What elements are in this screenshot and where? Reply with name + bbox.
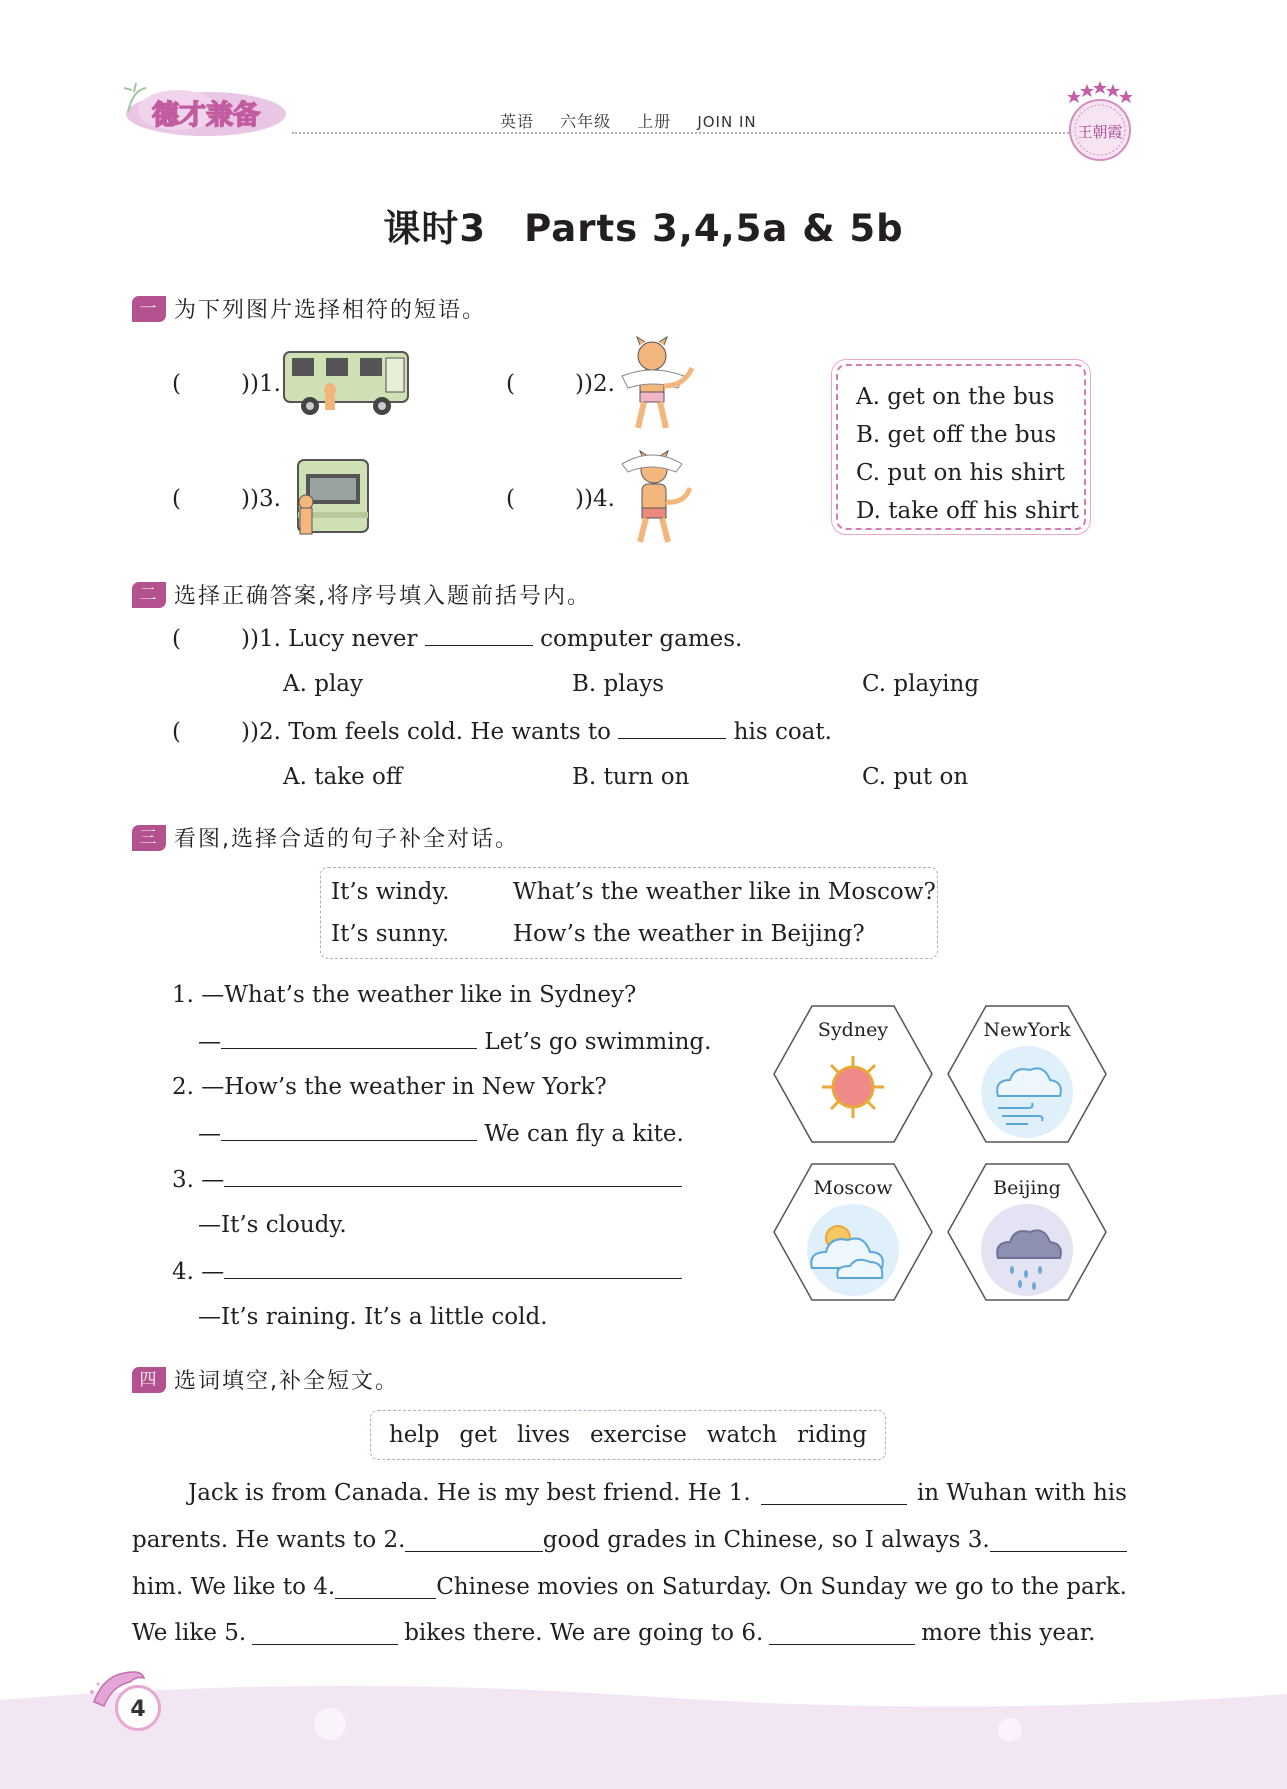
word-get: get [459, 1422, 497, 1448]
rain-icon [981, 1204, 1073, 1296]
cat-putting-on-shirt-picture [614, 336, 699, 432]
fill-blank[interactable] [224, 1166, 682, 1187]
s3-dialog-2-question: 2. —How’s the weather in New York? [172, 1074, 607, 1100]
city-beijing: Beijing [993, 1177, 1061, 1199]
word-help: help [388, 1422, 440, 1448]
s3-dialog-1-question: 1. —What’s the weather like in Sydney? [172, 982, 637, 1008]
s2-q1-option-a: A. play [283, 671, 364, 697]
choice-sunny: It’s sunny. [331, 921, 450, 947]
fill-blank-1[interactable] [761, 1480, 907, 1505]
section-1-options-box [836, 364, 1086, 530]
passage-line-3: him. We like to 4. Chinese movies on Saturday. On Sunday we go to the park. [132, 1574, 1127, 1600]
passage-line-1: Jack is from Canada. He is my best friend. He 1. in Wuhan with his [188, 1480, 1127, 1506]
passage-line-4: We like 5. bikes there. We are going to 6. more this year. [132, 1620, 1096, 1646]
bus-get-off-picture [282, 346, 412, 418]
newyork-hexagon [946, 1004, 1108, 1144]
answer-blank[interactable] [506, 486, 584, 512]
answer-blank[interactable] [172, 371, 250, 397]
answer-blank[interactable] [172, 486, 250, 512]
section-4-heading [132, 1364, 399, 1395]
fill-blank-2[interactable] [405, 1527, 542, 1552]
option-b: B. get off the bus [856, 422, 1057, 448]
s2-question-1: ( ))1. Lucy never computer games. [172, 625, 742, 652]
city-moscow: Moscow [813, 1177, 893, 1199]
word-exercise: exercise [590, 1422, 687, 1448]
s2-question-2: ( ))2. Tom feels cold. He wants to his coat. [172, 718, 832, 745]
fill-blank-6[interactable] [769, 1620, 915, 1645]
s2-q1-option-b: B. plays [572, 671, 665, 697]
cat-taking-off-shirt-picture [612, 446, 697, 546]
sun-icon [822, 1056, 884, 1118]
footer-wave [0, 1680, 1287, 1789]
answer-blank[interactable] [172, 626, 250, 652]
beijing-hexagon [946, 1162, 1108, 1302]
option-c: C. put on his shirt [856, 460, 1065, 486]
fill-blank-5[interactable] [252, 1620, 398, 1645]
bus-get-on-picture [284, 456, 374, 540]
fill-blank[interactable] [224, 1258, 682, 1279]
choice-moscow: What’s the weather like in Moscow? [513, 879, 936, 905]
header-text [500, 109, 777, 132]
header-grade: 六年级 [560, 112, 612, 131]
city-newyork: NewYork [983, 1019, 1071, 1041]
answer-blank[interactable] [506, 371, 584, 397]
fill-blank[interactable] [221, 1120, 477, 1141]
section-4-number: 四 [132, 1367, 166, 1393]
header-divider [292, 132, 1072, 134]
logo-text: 德才兼备 [152, 100, 260, 131]
s2-q2-option-a: A. take off [283, 764, 403, 790]
sydney-hexagon [772, 1004, 934, 1144]
s3-dialog-3-question: 3. — [172, 1166, 682, 1193]
option-a: A. get on the bus [856, 384, 1055, 410]
wind-icon [981, 1046, 1073, 1138]
s1-item-3: ( ))3. [172, 486, 281, 512]
section-4-instruction: 选词填空,补全短文。 [174, 1369, 399, 1394]
option-d: D. take off his shirt [856, 498, 1080, 524]
word-lives: lives [516, 1422, 571, 1448]
section-2-instruction: 选择正确答案,将序号填入题前括号内。 [174, 584, 591, 609]
cloudy-icon [807, 1204, 899, 1296]
word-watch: watch [706, 1422, 778, 1448]
s1-item-4: ( ) )4. [506, 486, 615, 512]
header-volume: 上册 [637, 112, 672, 131]
section-1-instruction: 为下列图片选择相符的短语。 [174, 298, 487, 323]
section-1-heading [132, 293, 486, 324]
section-1-number: 一 [132, 296, 166, 322]
s3-dialog-2-answer: — We can fly a kite. [198, 1121, 684, 1147]
page-title: 课时3 Parts 3,4,5a & 5b [383, 207, 904, 250]
header-subject: 英语 [500, 112, 535, 131]
s2-q1-option-c: C. playing [862, 671, 980, 697]
s2-q2-option-b: B. turn on [572, 764, 690, 790]
fill-blank[interactable] [221, 1028, 477, 1049]
fill-blank[interactable] [425, 625, 533, 646]
choice-beijing: How’s the weather in Beijing? [513, 921, 865, 947]
s3-dialog-4-question: 4. — [172, 1258, 682, 1285]
s3-dialog-3-answer: —It’s cloudy. [198, 1212, 347, 1238]
fill-blank-4[interactable] [335, 1574, 436, 1599]
s1-item-2: ( ) )2. [506, 371, 615, 397]
city-sydney: Sydney [817, 1019, 889, 1041]
seal-logo [1060, 78, 1140, 168]
answer-blank[interactable] [172, 719, 250, 745]
page-number: 4 [115, 1685, 161, 1731]
section-3-heading [132, 822, 519, 853]
passage-line-2: parents. He wants to 2. good grades in Chinese, so I always 3. [132, 1527, 1127, 1553]
s2-q2-option-c: C. put on [862, 764, 969, 790]
section-3-number: 三 [132, 825, 166, 851]
moscow-hexagon [772, 1162, 934, 1302]
word-riding: riding [797, 1422, 868, 1448]
s1-item-1: ( ))1. [172, 371, 281, 397]
fill-blank-3[interactable] [990, 1527, 1127, 1552]
section-3-instruction: 看图,选择合适的句子补全对话。 [174, 827, 519, 852]
seal-text: 王朝霞 [1077, 123, 1123, 141]
word-bank [370, 1410, 886, 1460]
choice-windy: It’s windy. [331, 879, 450, 905]
section-2-heading [132, 579, 591, 610]
section-3-choices-box [320, 867, 938, 959]
s3-dialog-1-answer: — Let’s go swimming. [198, 1029, 712, 1055]
header-edition: JOIN IN [697, 113, 757, 131]
logo [118, 82, 293, 142]
s3-dialog-4-answer: —It’s raining. It’s a little cold. [198, 1304, 548, 1330]
fill-blank[interactable] [618, 718, 726, 739]
section-2-number: 二 [132, 582, 166, 608]
